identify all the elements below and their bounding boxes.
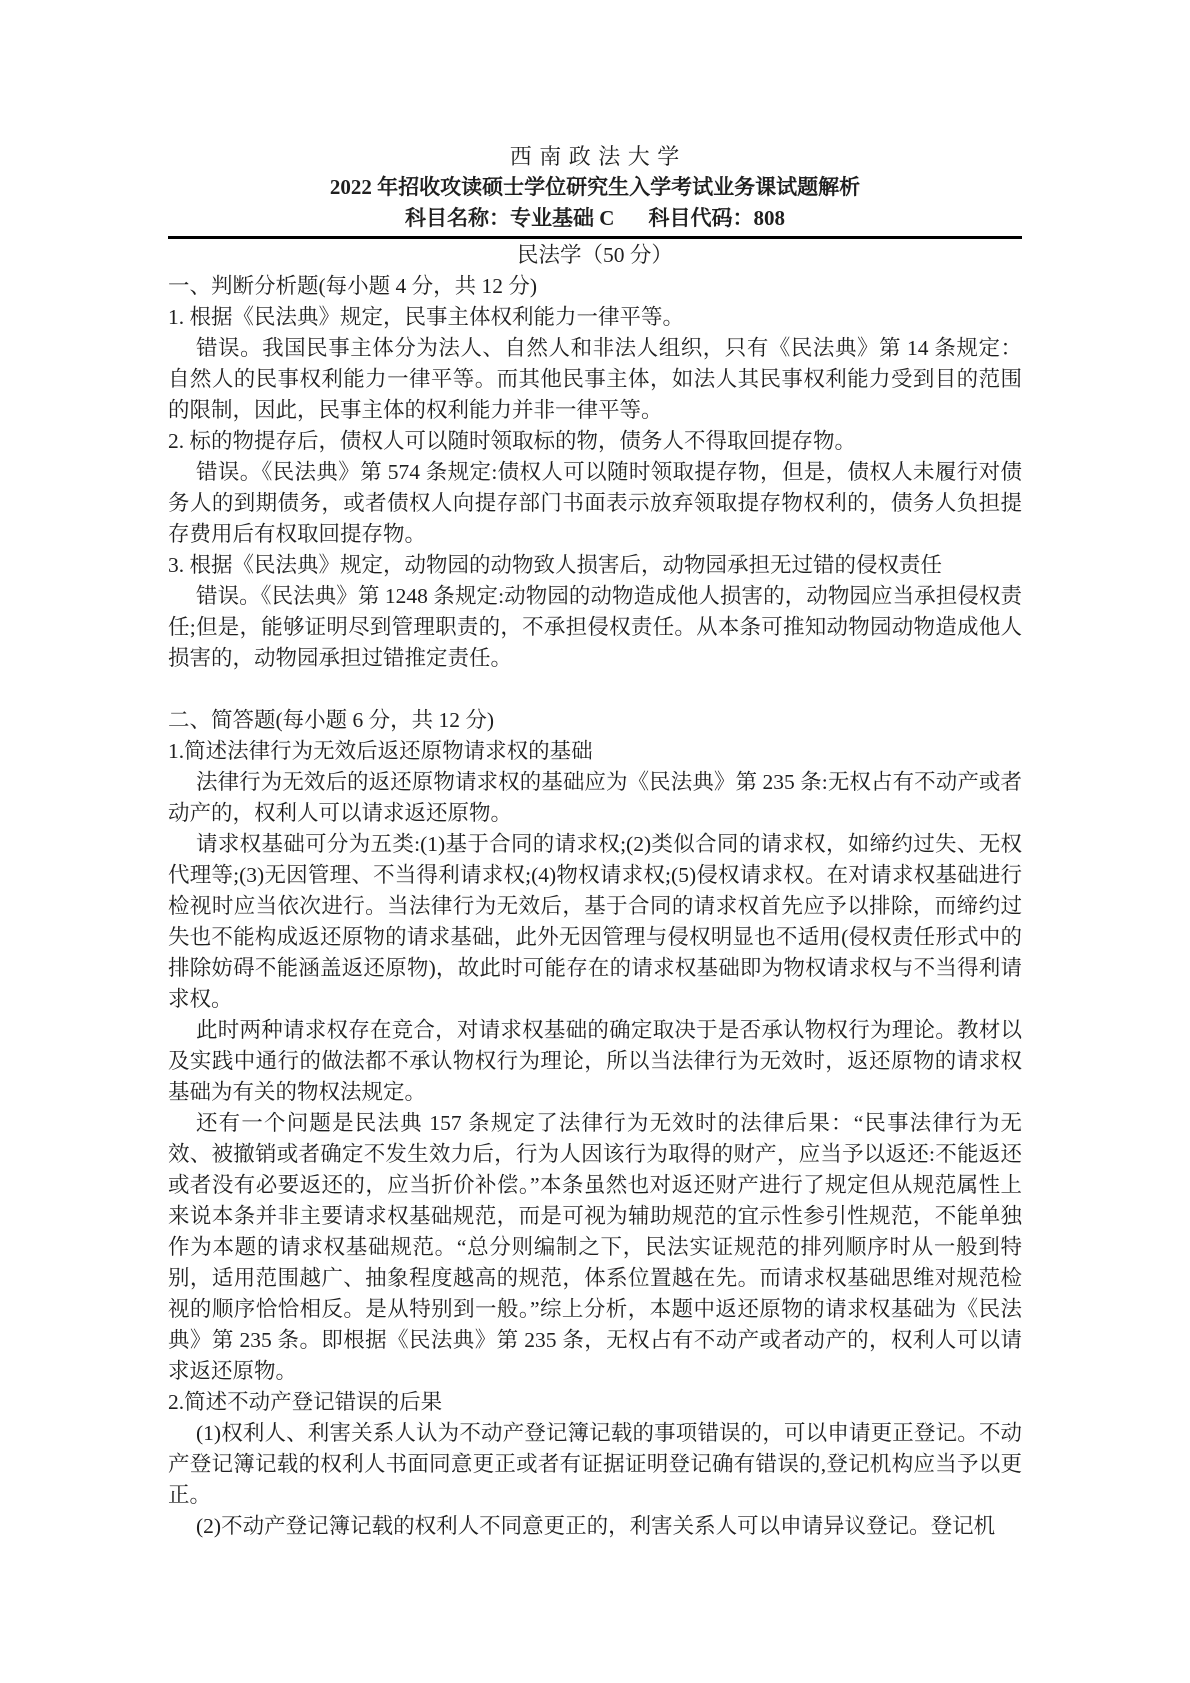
paragraph: 1. 根据《民法典》规定，民事主体权利能力一律平等。: [168, 305, 685, 329]
paragraph: 2. 标的物提存后，债权人可以随时领取标的物，债务人不得取回提存物。: [168, 429, 857, 453]
paragraph: (1)权利人、利害关系人认为不动产登记簿记载的事项错误的，可以申请更正登记。不动产登记簿记载的权利人书面同意更正或者有证据证明登记确有错误的,登记机构应当予以更正。: [168, 1421, 1022, 1507]
header-divider: [168, 236, 1022, 239]
paragraph: 2.简述不动产登记错误的后果: [168, 1390, 443, 1414]
paragraph: 法律行为无效后的返还原物请求权的基础应为《民法典》第 235 条:无权占有不动产或者动产的，权利人可以请求返还原物。: [168, 770, 1022, 825]
paragraph: 还有一个问题是民法典 157 条规定了法律行为无效时的法律后果：“民事法律行为无效、被撤销或者确定不发生效力后，行为人因该行为取得的财产，应当予以返还:不能返还或者没有必要返还的，应当折价补偿。”本条虽然也对返还财产进行了规定但从规范属性上来说本条并非主要请求权基础规范，而是可视为辅助规范的宜示性参引性规范，不能单独作为本题的请求权基础规范。“总分则编制之下，民法实证规范的排列顺序时从一般到特别，适用范围越广、抽象程度越高的规范，体系位置越在先。而请求权基础思维对规范检视的顺序恰恰相反。是从特别到一般。”综上分析，本题中返还原物的请求权基础为《民法典》第 235 条。即根据《民法典》第 235 条，无权占有不动产或者动产的，权利人可以请求返还原物。: [168, 1111, 1022, 1383]
paragraph: 请求权基础可分为五类:(1)基于合同的请求权;(2)类似合同的请求权，如缔约过失、无权代理等;(3)无因管理、不当得利请求权;(4)物权请求权;(5)侵权请求权。在对请求权基础进行检视时应当依次进行。当法律行为无效后，基于合同的请求权首先应予以排除，而缔约过失也不能构成返还原物的请求基础，此外无因管理与侵权明显也不适用(侵权责任形式中的排除妨碍不能涵盖返还原物)，故此时可能存在的请求权基础即为物权请求权与不当得利请求权。: [168, 832, 1022, 1011]
subject-name-label: 科目名称：专业基础 C: [405, 206, 615, 230]
course-section-title: 民法学（50 分）: [517, 243, 673, 267]
paragraph: 1.简述法律行为无效后返还原物请求权的基础: [168, 739, 593, 763]
paragraph: (2)不动产登记簿记载的权利人不同意更正的，利害关系人可以申请异议登记。登记机: [196, 1514, 996, 1538]
document-header: [168, 141, 1022, 271]
document-page: [168, 141, 1022, 1542]
paragraph: 错误。我国民事主体分为法人、自然人和非法人组织，只有《民法典》第 14 条规定：自然人的民事权利能力一律平等。而其他民事主体，如法人其民事权利能力受到目的范围的限制，因此，民事主体的权利能力并非一律平等。: [168, 336, 1022, 422]
document-body: [168, 271, 1022, 1542]
exam-subtitle: 2022 年招收攻读硕士学位研究生入学考试业务课试题解析: [329, 175, 861, 199]
paragraph: 错误。《民法典》第 574 条规定:债权人可以随时领取提存物，但是，债权人未履行对债务人的到期债务，或者债权人向提存部门书面表示放弃领取提存物权利的，债务人负担提存费用后有权取回提存物。: [168, 460, 1022, 546]
paragraph: 一、判断分析题(每小题 4 分，共 12 分): [168, 274, 538, 298]
university-title: 西 南 政 法 大 学: [509, 144, 681, 169]
blank-line: [168, 674, 1022, 705]
paragraph: 错误。《民法典》第 1248 条规定:动物园的动物造成他人损害的，动物园应当承担侵权责任;但是，能够证明尽到管理职责的，不承担侵权责任。从本条可推知动物园动物造成他人损害的，动物园承担过错推定责任。: [168, 584, 1022, 670]
subject-line: [168, 203, 1022, 233]
paragraph: 3. 根据《民法典》规定，动物园的动物致人损害后，动物园承担无过错的侵权责任: [168, 553, 943, 577]
paragraph: 二、简答题(每小题 6 分，共 12 分): [168, 708, 495, 732]
subject-code-label: 科目代码：808: [648, 206, 785, 230]
paragraph: 此时两种请求权存在竞合，对请求权基础的确定取决于是否承认物权行为理论。教材以及实践中通行的做法都不承认物权行为理论，所以当法律行为无效时，返还原物的请求权基础为有关的物权法规定。: [168, 1018, 1022, 1104]
